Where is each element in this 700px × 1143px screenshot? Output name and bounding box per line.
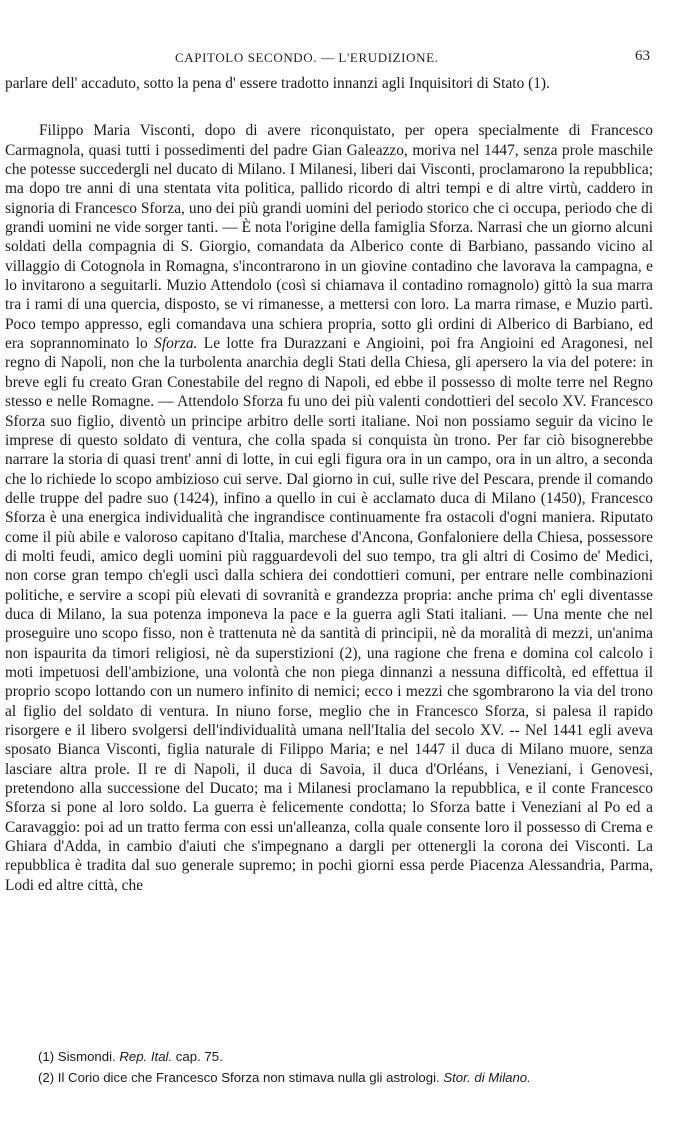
footnotes xyxy=(38,1046,668,1088)
page-number: 63 xyxy=(635,48,650,64)
chapter-title: CAPITOLO SECONDO. — L'ERUDIZIONE. xyxy=(175,50,439,65)
paragraph-spacer xyxy=(5,93,653,121)
footnote-1-tail: cap. 75. xyxy=(172,1049,223,1064)
body-text xyxy=(5,74,653,895)
sforza-italic: Sforza. xyxy=(154,335,198,353)
footnote-2 xyxy=(38,1067,668,1088)
footnote-1-text: (1) Sismondi. xyxy=(38,1049,120,1064)
footnote-1-italic: Rep. Ital. xyxy=(119,1049,173,1064)
main-paragraph-text-1: Filippo Maria Visconti, dopo di avere riconquistato, per opera specialmente di Francesco Carmagnola, quasi tutti i possedimenti del padre Gian Galeazzo, moriva nel 1447, senza prole maschile che potesse succedergli nel ducato di Milano. I Milanesi, liberi dai Visconti, proclamarono la repubblica; ma dopo tre anni di una stentata vita politica, pallido ricordo di altri tempi e di altre virtù, caddero in signoria di Francesco Sforza, uno dei più grandi uomini del periodo storico che ci occupa, periodo che di grandi uomini ne vide sorger tanti. — È nota l'origine della famiglia Sforza. Narrasi che un giorno alcuni soldati della compagnia di S. Giorgio, comandata da Alberico conte di Barbiano, passando vicino al villaggio di Cotognola in Romagna, s'incontrarono in un giovine contadino che lavorava la campagna, e lo invitarono a seguitarli. Muzio Attendolo (così si chiamava il contadino romagnolo) gittò la sua marra tra i rami di una quercia, disposto, se vi rimanesse, a mettersi con loro. La marra rimase, e Muzio partì. Poco tempo appresso, egli comandava una schiera propria, sotto gli ordini di Alberico di Barbiano, ed era soprannominato lo xyxy=(5,122,653,353)
main-paragraph-text-2: Le lotte fra Durazzani e Angioini, poi fra Angioini ed Aragonesi, nel regno di Napoli, non che la turbolenta anarchia degli Stati della Chiesa, gli apersero la via del potere: in breve egli fu creato Gran Conestabile del regno di Napoli, ed ebbe il possesso di molte terre nel Regno stesso e nelle Romagne. — Attendolo Sforza fu uno dei più valenti condottieri del secolo XV. Francesco Sforza suo figlio, diventò un principe arbitro delle sorti italiane. Noi non possiamo seguir da vicino le imprese di questo soldato di ventura, che colla spada si conquista ùn trono. Per far ciò bisognerebbe narrare la storia di quasi trent' anni di lotte, in cui egli figura ora in un campo, ora in un altro, a seconda che lo richiede lo scopo ambizioso cui serve. Dal giorno in cui, sulle rive del Pescara, prende il comando delle truppe del padre suo (1424), infino a quello in cui è acclamato duca di Milano (1450), Francesco Sforza è una energica individualità che ingrandisce continuamente fra ostacoli d'ogni maniera. Riputato come il più abile e valoroso capitano d'Italia, marchese d'Ancona, Gonfaloniere della Chiesa, possessore di molti feudi, amico degli uomini più ragguardevoli del suo tempo, tra gli altri di Cosimo de' Medici, non corse gran tempo ch'egli uscì dalla schiera dei condottieri comuni, per entrare nelle combinazioni politiche, e servire a scopi più elevati di sovranità e grandezza propria: anche prima ch' egli diventasse duca di Milano, la sua potenza imponeva la pace e la guerra agli Stati italiani. — Una mente che nel proseguire uno scopo fisso, non è trattenuta nè da santità di principii, nè da moralità di mezzi, un'anima non ispaurita da timori religiosi, nè da superstizioni (2), una ragione che frena e domina col calcolo i moti impetuosi dell'ambizione, una volontà che non piega dinnanzi a nessuna difficoltà, ed effettua il proprio scopo lottando con un numero infinito di nemici; ecco i mezzi che sgombrarono la via del trono al figlio del soldato di ventura. In niuno forse, meglio che in Francesco Sforza, si palesa il rapido risorgere e il libero svolgersi dell'individualità umana nell'Italia del secolo XV. -- Nel 1441 egli aveva sposato Bianca Visconti, figlia naturale di Filippo Maria; e nel 1447 il duca di Milano muore, senza lasciare altra prole. Il re di Napoli, il duca di Savoia, il duca d'Orléans, i Veneziani, i Genovesi, pretendono alla successione del Ducato; ma i Milanesi proclamano la repubblica, e il conte Francesco Sforza si pone al loro soldo. La guerra è felicemente condotta; lo Sforza batte i Veneziani al Po ed a Caravaggio: poi ad un tratto ferma con essi un'alleanza, colla quale consente loro il possesso di Crema e Ghiara d'Adda, in cambio d'aiuti che s'impegnano a dargli per ottenergli la corona dei Visconti. La repubblica è tradita dal suo generale supremo; in pochi giorni essa perde Piacenza Alessandria, Parma, Lodi ed altre città, che xyxy=(5,335,653,894)
running-head xyxy=(0,48,700,70)
main-paragraph xyxy=(5,121,653,895)
continuation-paragraph: parlare dell' accaduto, sotto la pena d' essere tradotto innanzi agli Inquisitori di Stato (1). xyxy=(5,75,550,92)
footnote-2-italic: Stor. di Milano. xyxy=(443,1070,531,1085)
footnote-1 xyxy=(38,1046,668,1067)
footnote-2-text: (2) Il Corio dice che Francesco Sforza non stimava nulla gli astrologi. xyxy=(38,1070,444,1085)
